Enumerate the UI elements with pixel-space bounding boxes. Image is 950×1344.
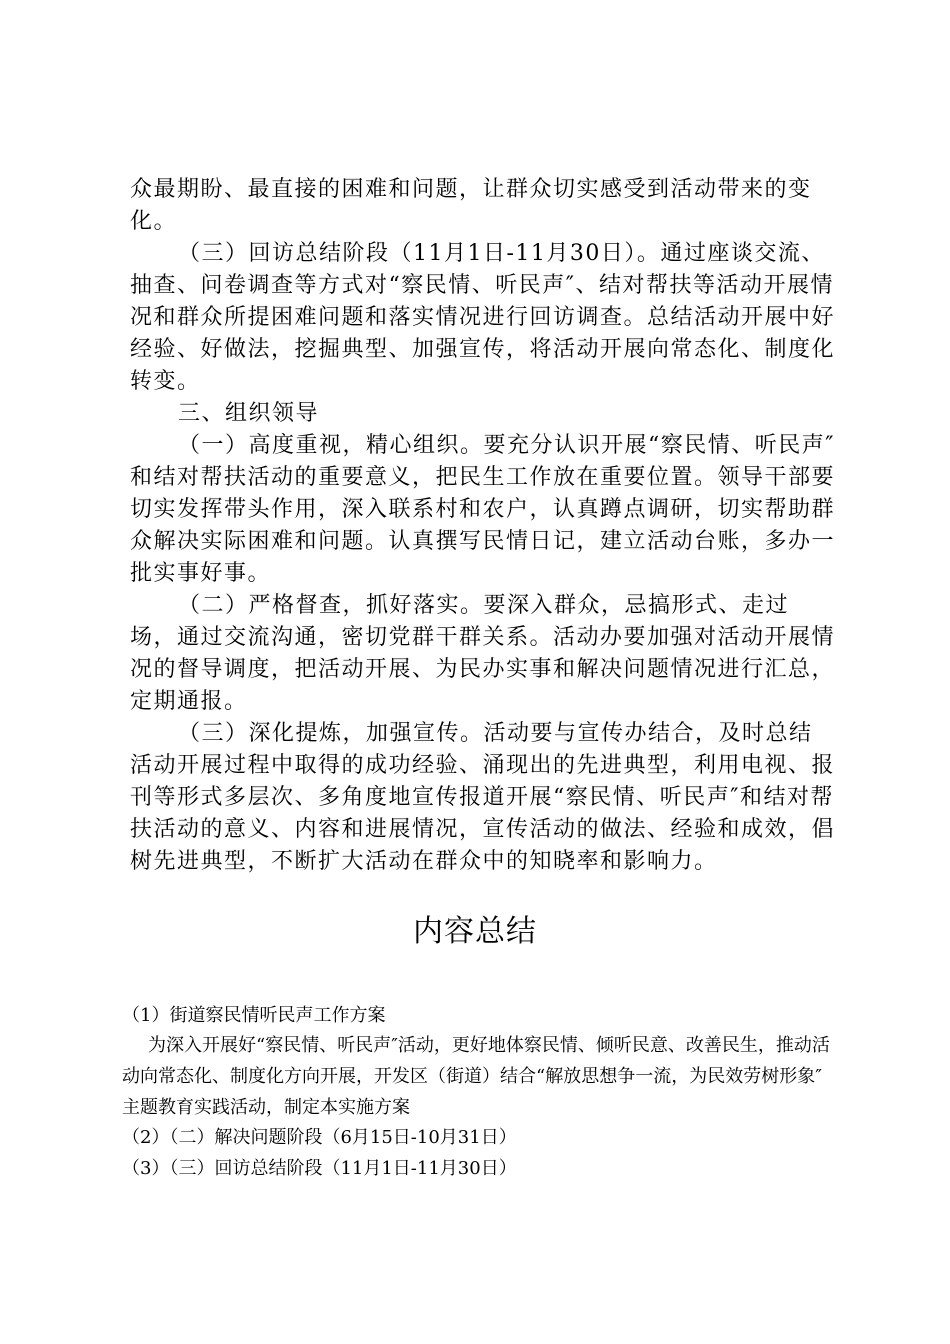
summary-item-1-body: 为深入开展好“察民情、听民声″活动，更好地体察民情、倾听民意、改善民生，推动活动向常态化、制度化方向开展，开发区（街道）结合“解放思想争一流，为民效劳树形象″主题教育实践活动，制定本实施方案 [122,1035,830,1118]
summary-item-1: （1）街道察民情听民声工作方案 [122,1005,386,1026]
summary-title: 内容总结 [413,914,537,949]
summary-item-2: （2）（二）解决问题阶段（6月15日-10月31日） [122,1127,517,1148]
section-heading-organization: 三、组织领导 [178,401,320,426]
paragraph-continuation: 众最期盼、最直接的困难和问题，让群众切实感受到活动带来的变化。 [130,177,812,234]
paragraph-attention: （一）高度重视，精心组织。要充分认识开展“察民情、听民声″和结对帮扶活动的重要意义，把民生工作放在重要位置。领导干部要切实发挥带头作用，深入联系村和农户，认真蹲点调研，切实帮助群众解决实际困难和问题。认真撰写民情日记，建立活动台账，多办一批实事好事。 [130,433,836,586]
summary-item-3: （3）（三）回访总结阶段（11月1日-11月30日） [122,1158,517,1179]
paragraph-review-stage: （三）回访总结阶段（11月1日-11月30日）。通过座谈交流、 抽查、问卷调查等方式对“察民情、听民声″、结对帮扶等活动开展情况和群众所提困难问题和落实情况进行回访调查。总结活动开展中好经验、好做法，挖掘典型、加强宣传，将活动开展向常态化、制度化转变。 [130,241,846,394]
paragraph-publicity: （三）深化提炼，加强宣传。活动要与宣传办结合，及时总结活动开展过程中取得的成功经验、涌现出的先进典型，利用电视、报刊等形式多层次、多角度地宣传报道开展“察民情、听民声″和结对帮扶活动的意义、内容和进展情况，宣传活动的做法、经验和成效，倡树先进典型，不断扩大活动在群众中的知晓率和影响力。 [130,721,836,874]
paragraph-supervision: （二）严格督查，抓好落实。要深入群众，忌搞形式、走过场，通过交流沟通，密切党群干群关系。活动办要加强对活动开展情况的督导调度，把活动开展、为民办实事和解决问题情况进行汇总，定期通报。 [130,593,836,714]
